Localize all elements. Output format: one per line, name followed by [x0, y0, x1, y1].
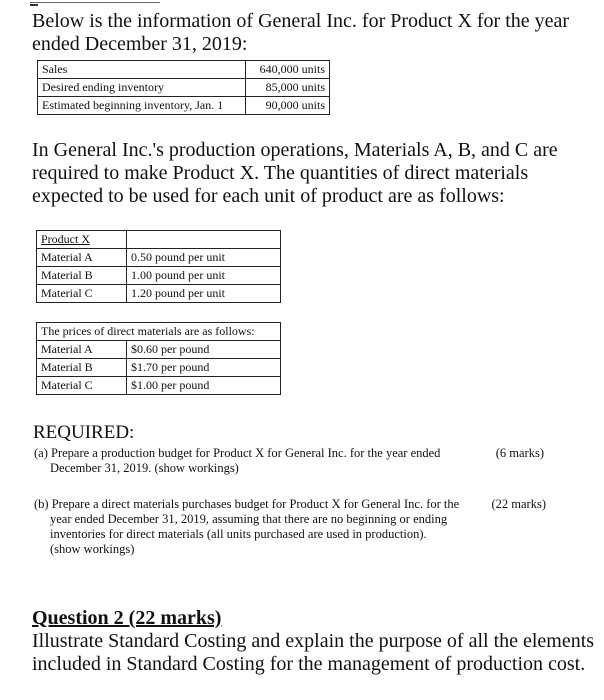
top-divider: [30, 2, 160, 3]
required-b-line3: inventories for direct materials (all units purchased are used in production).: [50, 527, 427, 541]
production-text: In General Inc.'s production operations, Materials A, B, and C are required to make Product X. The quantities of direct materials expected to be used for each unit of product are as follows:: [32, 139, 558, 207]
table-row: [38, 61, 330, 79]
info-label-beginning-inventory: Estimated beginning inventory, Jan. 1: [38, 97, 246, 115]
question2-body: Illustrate Standard Costing and explain the purpose of all the elements included in Standard Costing for the management of production cost.: [32, 630, 595, 675]
required-a-line2: December 31, 2019. (show workings): [50, 461, 239, 475]
table-row: [37, 377, 281, 395]
required-part-b: [34, 497, 546, 557]
qty-label-material-a: Material A: [37, 249, 127, 267]
table-row: [38, 79, 330, 97]
material-price-table: [36, 322, 281, 395]
required-a-line1: [34, 446, 544, 461]
intro-text: Below is the information of General Inc. for Product X for the year ended December 31, 2019:: [32, 10, 570, 55]
price-label-material-c: Material C: [37, 377, 127, 395]
qty-value-material-c: 1.20 pound per unit: [127, 285, 281, 303]
table-row: [37, 323, 281, 341]
required-b-line1: [34, 497, 546, 512]
table-row: [37, 359, 281, 377]
qty-value-material-a: 0.50 pound per unit: [127, 249, 281, 267]
material-quantity-table: [36, 230, 281, 303]
price-label-material-b: Material B: [37, 359, 127, 377]
required-b-text: (b) Prepare a direct materials purchases budget for Product X for General Inc. for the: [34, 497, 460, 511]
qty-table-header-empty: [127, 231, 281, 249]
info-value-beginning-inventory: 90,000 units: [246, 97, 330, 115]
qty-label-material-b: Material B: [37, 267, 127, 285]
info-value-sales: 640,000 units: [246, 61, 330, 79]
required-part-a: [34, 446, 544, 476]
qty-label-material-c: Material C: [37, 285, 127, 303]
price-value-material-c: $1.00 per pound: [127, 377, 281, 395]
table-row: [37, 267, 281, 285]
price-table-header: The prices of direct materials are as follows:: [37, 323, 281, 341]
required-b-marks: (22 marks): [491, 497, 546, 511]
table-row: [38, 97, 330, 115]
info-label-sales: Sales: [38, 61, 246, 79]
required-b-line2: year ended December 31, 2019, assuming that there are no beginning or ending: [50, 512, 448, 526]
info-value-ending-inventory: 85,000 units: [246, 79, 330, 97]
top-divider-accent: [30, 4, 38, 6]
required-a-marks: (6 marks): [495, 446, 544, 460]
required-b-line4: (show workings): [50, 542, 135, 556]
table-row: [37, 231, 281, 249]
qty-table-header: [37, 231, 127, 249]
product-info-table: [37, 60, 330, 115]
qty-value-material-b: 1.00 pound per unit: [127, 267, 281, 285]
price-label-material-a: Material A: [37, 341, 127, 359]
table-row: [37, 341, 281, 359]
required-a-text: (a) Prepare a production budget for Product X for General Inc. for the year ended: [34, 446, 441, 460]
info-label-ending-inventory: Desired ending inventory: [38, 79, 246, 97]
qty-table-header-label: Product X: [41, 232, 90, 246]
price-value-material-b: $1.70 per pound: [127, 359, 281, 377]
question2-heading: Question 2 (22 marks): [32, 607, 222, 629]
price-value-material-a: $0.60 per pound: [127, 341, 281, 359]
table-row: [37, 285, 281, 303]
required-heading: REQUIRED:: [33, 422, 135, 443]
table-row: [37, 249, 281, 267]
